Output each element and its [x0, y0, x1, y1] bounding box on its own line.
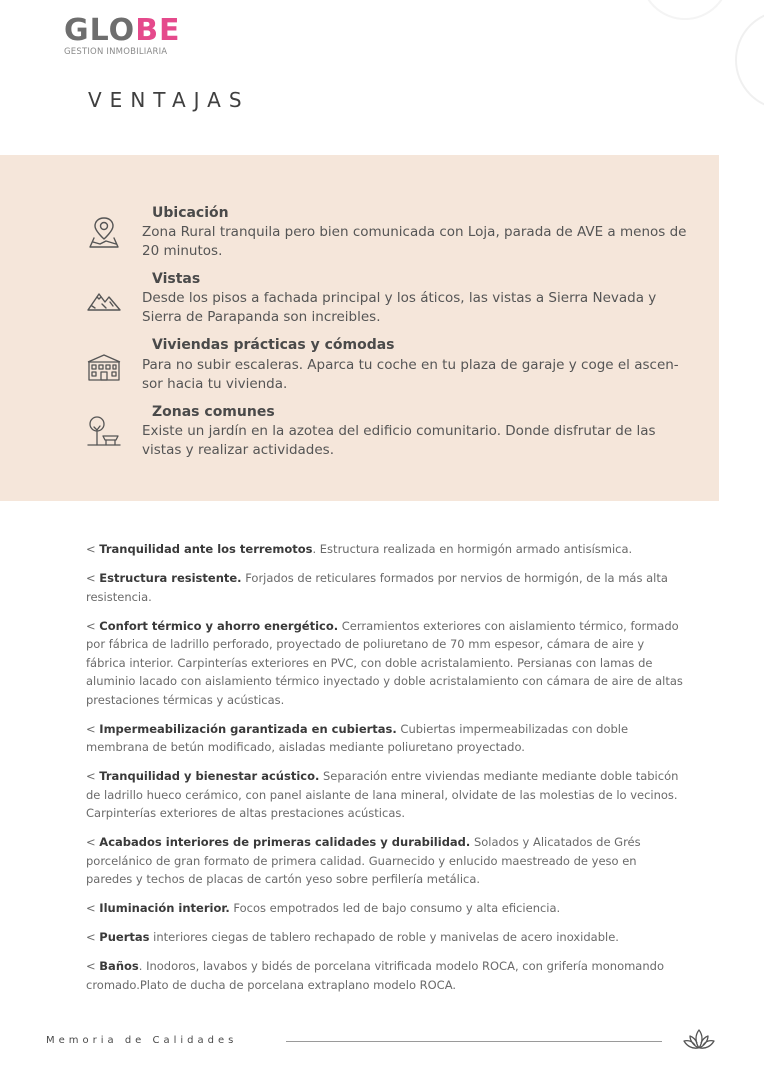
- feature-item: [86, 540, 686, 559]
- feature-title: Tranquilidad ante los terremotos: [99, 542, 313, 556]
- advantage-description: Desde los pisos a fachada principal y los áticos, las vistas a Sierra Nevada y Sierra de Parapanda son increibles.: [142, 290, 657, 325]
- feature-separator: .: [312, 542, 317, 556]
- decorative-circle: [735, 10, 764, 110]
- features-list: [86, 540, 686, 1005]
- bullet: <: [86, 571, 96, 585]
- bullet: <: [86, 542, 96, 556]
- feature-item: [86, 957, 686, 994]
- advantage-title: Viviendas prácticas y cómodas: [152, 337, 395, 353]
- feature-item: [86, 928, 686, 947]
- feature-text: Separación entre viviendas mediante mediante doble tabicón de ladrillo hueco cerámico, con panel aislante de lana mineral, olvidate de las molestias de lo vecinos. Carpinterías exteriores de altas prestaciones acústicas.: [86, 769, 679, 820]
- advantage-title: Vistas: [152, 271, 201, 287]
- bullet: <: [86, 769, 96, 783]
- advantage-description: Para no subir escaleras. Aparca tu coche en tu plaza de garaje y coge el ascen-sor hacia tu vivienda.: [142, 357, 679, 392]
- bullet: <: [86, 930, 96, 944]
- feature-text: Inodoros, lavabos y bidés de porcelana vitrificada modelo ROCA, con grifería monomando cromado.Plato de ducha de porcelana extraplano modelo ROCA.: [86, 959, 664, 992]
- advantage-title: Zonas comunes: [152, 404, 275, 420]
- feature-title: Impermeabilización garantizada en cubiertas.: [99, 721, 397, 736]
- company-logo: [64, 13, 181, 57]
- feature-title: Baños: [99, 959, 139, 973]
- bullet: <: [86, 901, 96, 915]
- feature-item: [86, 767, 686, 823]
- feature-item: [86, 617, 686, 710]
- advantage-description: Zona Rural tranquila pero bien comunicada con Loja, parada de AVE a menos de 20 minutos.: [142, 224, 687, 259]
- bullet: <: [86, 835, 96, 849]
- feature-item: [86, 899, 686, 918]
- park-icon: [86, 413, 122, 449]
- feature-title: Confort térmico y ahorro energético.: [99, 618, 339, 633]
- advantage-description: Existe un jardín en la azotea del edificio comunitario. Donde disfrutar de las vistas y realizar actividades.: [142, 423, 656, 458]
- bullet: <: [86, 959, 96, 973]
- feature-title: Tranquilidad y bienestar acústico.: [99, 769, 320, 783]
- section-title: VENTAJAS: [88, 88, 250, 112]
- lotus-icon: [679, 1024, 719, 1054]
- bullet: <: [86, 618, 96, 633]
- feature-item: [86, 720, 686, 757]
- bullet: <: [86, 721, 96, 736]
- feature-item: [86, 569, 686, 606]
- footer-divider: [286, 1041, 662, 1042]
- advantage-title: Ubicación: [152, 205, 229, 221]
- map-pin-icon: [86, 214, 122, 250]
- logo-part-1: GLO: [64, 13, 136, 48]
- feature-text: Cerramientos exteriores con aislamiento térmico, formado por fábrica de ladrillo perforado, proyectado de poliuretano de 70 mm espesor, cámara de aire y fábrica interior. Carpinterías exteriores en PVC, con doble acristalamiento. Persianas con lamas de aluminio lacado con aislamiento térmico inyectado y doble acristalamiento con cámara de aire de altas prestaciones térmicas y acústicas.: [86, 618, 683, 707]
- feature-text: Forjados de reticulares formados por nervios de hormigón, de la más alta resistencia.: [86, 571, 668, 604]
- feature-text: Estructura realizada en hormigón armado antisísmica.: [316, 542, 633, 556]
- feature-title: Estructura resistente.: [99, 571, 242, 585]
- feature-title: Puertas: [99, 930, 150, 944]
- feature-title: Acabados interiores de primeras calidades y durabilidad.: [99, 835, 471, 849]
- feature-text: Solados y Alicatados de Grés porcelánico de gran formato de primera calidad. Guarnecido y enlucido maestreado de yeso en paredes y techos de placas de cartón yeso sobre perfilería metálica.: [86, 835, 641, 886]
- feature-separator: .: [138, 959, 143, 973]
- feature-title: Iluminación interior.: [99, 901, 230, 915]
- footer-label: Memoria de Calidades: [46, 1035, 238, 1046]
- logo-part-2: BE: [135, 13, 181, 48]
- building-icon: [86, 350, 122, 386]
- logo-subtitle: GESTION INMOBILIARIA: [64, 47, 168, 57]
- mountain-icon: [86, 282, 122, 318]
- decorative-circle: [640, 0, 730, 20]
- feature-text: Focos empotrados led de bajo consumo y alta eficiencia.: [229, 901, 561, 915]
- feature-item: [86, 833, 686, 889]
- feature-text: Cubiertas impermeabilizadas con doble membrana de betún modificado, aisladas mediante poliuretano proyectado.: [86, 721, 629, 754]
- feature-text: interiores ciegas de tablero rechapado de roble y manivelas de acero inoxidable.: [149, 930, 619, 944]
- logo-wordmark: [64, 13, 181, 48]
